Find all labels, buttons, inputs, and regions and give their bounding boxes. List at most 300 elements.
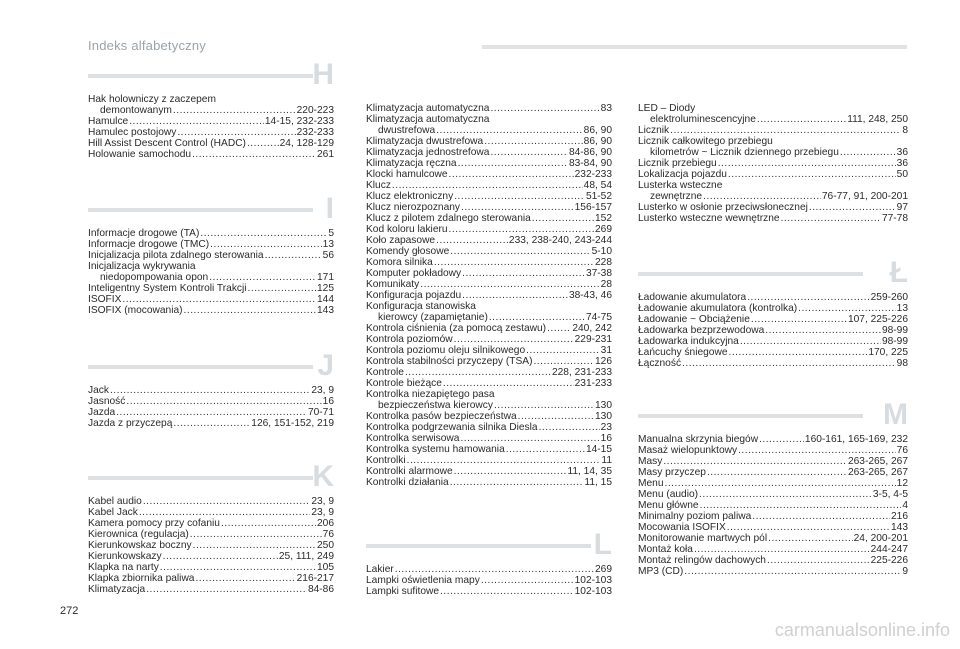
- entry-page-ref: 107, 225-226: [847, 314, 908, 325]
- entry-page-ref: 86, 90: [583, 136, 612, 147]
- entry-page-ref: 225-226: [870, 555, 908, 566]
- entry-topic: Kontrola stabilności przyczepy (TSA): [366, 356, 533, 367]
- entry-topic: Klimatyzacja automatyczna: [366, 103, 490, 114]
- section-letter: Ł: [889, 256, 908, 289]
- entry-page-ref: 126, 151-152, 219: [251, 418, 334, 429]
- index-entry: [366, 202, 612, 213]
- entry-page-ref: 259-260: [870, 292, 908, 303]
- index-entry: [366, 147, 612, 158]
- entry-topic: Ładowanie ~ Obciążenie: [638, 314, 750, 325]
- entry-page-ref: 130: [595, 411, 612, 422]
- dot-leader: [664, 478, 895, 489]
- index-entry: [366, 411, 612, 422]
- entry-page-ref: 14-15: [585, 444, 612, 455]
- entry-page-ref: 51-52: [585, 191, 612, 202]
- entry-page-ref: 233, 238-240, 243-244: [508, 235, 612, 246]
- entry-topic: Jazda z przyczepą: [88, 418, 173, 429]
- entry-topic: Kontrola poziomu oleju silnikowego: [366, 345, 526, 356]
- index-entry: [638, 358, 908, 369]
- entry-page-ref: 156-157: [574, 202, 612, 213]
- section-letter: I: [325, 192, 334, 225]
- dot-leader: [436, 125, 582, 136]
- dot-leader: [449, 224, 594, 235]
- index-entry: [366, 466, 612, 477]
- index-entry: [366, 312, 612, 323]
- entry-page-ref: 220-223: [296, 105, 334, 116]
- entry-topic: Inicjalizacja pilota zdalnego sterowania: [88, 250, 264, 261]
- section-j-heading: [88, 349, 334, 385]
- index-entry: [366, 356, 612, 367]
- entry-page-ref: 23, 9: [311, 507, 334, 518]
- entry-topic: Kontrolki działania: [366, 477, 449, 488]
- entry-topic: Łańcuchy śniegowe: [638, 347, 728, 358]
- entry-page-ref: 263-265, 267: [847, 456, 908, 467]
- dot-leader: [694, 544, 870, 555]
- index-entry: [88, 507, 334, 518]
- index-list: [366, 103, 612, 488]
- dot-leader: [143, 496, 311, 507]
- dot-leader: [490, 147, 567, 158]
- index-list: [638, 434, 908, 577]
- section-letter: H: [312, 58, 334, 91]
- entry-page-ref: 206: [317, 518, 334, 529]
- entry-page-ref: 83-84, 90: [568, 158, 612, 169]
- entry-topic: dwustrefowa: [378, 125, 436, 136]
- dot-leader: [738, 445, 896, 456]
- section-letter: L: [593, 528, 612, 561]
- index-entry: [366, 378, 612, 389]
- dot-leader: [436, 235, 508, 246]
- index-entry: [638, 169, 908, 180]
- entry-topic: Klimatyzacja ręczna: [366, 158, 457, 169]
- entry-topic: Klocki hamulcowe: [366, 169, 448, 180]
- entry-page-ref: 56: [322, 250, 334, 261]
- entry-topic: Konfiguracja pojazdu: [366, 290, 462, 301]
- index-entry: [638, 292, 908, 303]
- entry-page-ref: 76: [896, 445, 908, 456]
- entry-topic: Kontrolki: [366, 455, 406, 466]
- index-entry: [88, 305, 334, 316]
- entry-page-ref: 97: [896, 202, 908, 213]
- entry-topic: Ładowarka bezprzewodowa: [638, 325, 765, 336]
- entry-topic: Jack: [88, 385, 109, 396]
- index-entry: [88, 396, 334, 407]
- entry-topic: Inicjalizacja wykrywania: [88, 261, 196, 272]
- entry-page-ref: 24, 200-201: [853, 533, 908, 544]
- index-entry: [88, 261, 334, 272]
- index-entry: [88, 138, 334, 149]
- page-header-title: Indeks alfabetyczny: [88, 38, 206, 53]
- index-entry: [366, 455, 612, 466]
- entry-topic: Kierunkowskaz boczny: [88, 540, 192, 551]
- section-k-continued: [366, 103, 612, 488]
- index-entry: [638, 566, 908, 577]
- dot-leader: [129, 116, 264, 127]
- index-entry: [638, 511, 908, 522]
- entry-topic: Klimatyzacja jednostrefowa: [366, 147, 490, 158]
- section-divider: [638, 414, 863, 418]
- entry-topic: zewnętrzne: [650, 191, 703, 202]
- dot-leader: [221, 518, 316, 529]
- dot-leader: [126, 396, 321, 407]
- entry-page-ref: 38-43, 46: [568, 290, 612, 301]
- index-entry: [638, 202, 908, 213]
- entry-page-ref: 74-75: [585, 312, 612, 323]
- index-entry: [638, 456, 908, 467]
- entry-topic: Hamulec postojowy: [88, 127, 177, 138]
- entry-topic: Kontrola ciśnienia (za pomocą zestawu): [366, 323, 547, 334]
- dot-leader: [489, 312, 585, 323]
- entry-topic: Lakier: [366, 564, 394, 575]
- dot-leader: [526, 345, 600, 356]
- entry-topic: Lampki oświetlenia mapy: [366, 575, 480, 586]
- entry-topic: MP3 (CD): [638, 566, 684, 577]
- section-divider: [366, 544, 591, 548]
- entry-topic: kilometrów ~ Licznik dziennego przebiegu: [650, 147, 839, 158]
- index-entry: [366, 235, 612, 246]
- dot-leader: [462, 268, 585, 279]
- entry-topic: Łączność: [638, 358, 682, 369]
- dot-leader: [209, 272, 316, 283]
- index-entry: [366, 575, 612, 586]
- index-entry: [366, 444, 612, 455]
- index-entry: [366, 158, 612, 169]
- section-i-heading: [88, 192, 334, 228]
- dot-leader: [210, 239, 322, 250]
- dot-leader: [728, 347, 867, 358]
- entry-page-ref: 14-15, 232-233: [264, 116, 334, 127]
- index-entry: [638, 125, 908, 136]
- index-entry: [638, 136, 908, 147]
- index-entry: [366, 367, 612, 378]
- entry-page-ref: 11, 15: [584, 477, 612, 488]
- dot-leader: [190, 529, 322, 540]
- dot-leader: [160, 562, 316, 573]
- entry-topic: Lusterko wsteczne wewnętrzne: [638, 213, 780, 224]
- entry-topic: Kierunkowskazy: [88, 551, 162, 562]
- dot-leader: [146, 584, 307, 595]
- entry-topic: Komora silnika: [366, 257, 433, 268]
- index-entry: [88, 105, 334, 116]
- entry-page-ref: 231-233: [574, 378, 612, 389]
- dot-leader: [460, 433, 599, 444]
- section-j: [88, 349, 334, 429]
- section-letter: M: [883, 398, 908, 431]
- index-entry: [88, 407, 334, 418]
- entry-page-ref: 102-103: [574, 586, 612, 597]
- entry-page-ref: 232-233: [296, 127, 334, 138]
- index-entry: [366, 224, 612, 235]
- entry-topic: Lusterka wsteczne: [638, 180, 723, 191]
- index-entry: [638, 180, 908, 191]
- index-entry: [638, 303, 908, 314]
- dot-leader: [173, 105, 296, 116]
- dot-leader: [700, 500, 902, 511]
- index-entry: [88, 272, 334, 283]
- dot-leader: [781, 213, 881, 224]
- entry-topic: Menu: [638, 478, 664, 489]
- dot-leader: [434, 257, 594, 268]
- entry-page-ref: 86, 90: [583, 125, 612, 136]
- entry-topic: Koło zapasowe: [366, 235, 436, 246]
- section-divider: [88, 476, 313, 480]
- section-k: [88, 460, 334, 595]
- entry-topic: Licznik: [638, 125, 670, 136]
- index-entry: [638, 147, 908, 158]
- entry-page-ref: 28: [600, 279, 612, 290]
- index-entry: [88, 127, 334, 138]
- index-entry: [88, 239, 334, 250]
- section-divider: [88, 208, 313, 212]
- entry-page-ref: 24, 128-129: [279, 138, 334, 149]
- entry-page-ref: 263-265, 267: [847, 467, 908, 478]
- entry-page-ref: 31: [600, 345, 612, 356]
- index-entry: [88, 283, 334, 294]
- entry-topic: Klimatyzacja automatyczna: [366, 114, 490, 125]
- index-entry: [366, 477, 612, 488]
- entry-topic: Monitorowanie martwych pól: [638, 533, 768, 544]
- entry-topic: Licznik przebiegu: [638, 158, 717, 169]
- entry-topic: Ładowarka indukcyjna: [638, 336, 739, 347]
- index-list: [638, 292, 908, 369]
- entry-page-ref: 48, 54: [583, 180, 612, 191]
- section-l-stroke-heading: [638, 256, 908, 292]
- entry-page-ref: 144: [317, 294, 334, 305]
- entry-page-ref: 98-99: [881, 325, 908, 336]
- entry-topic: kierowcy (zapamiętanie): [378, 312, 488, 323]
- entry-page-ref: 11, 14, 35: [567, 466, 612, 477]
- index-entry: [88, 250, 334, 261]
- index-list: [366, 564, 612, 597]
- dot-leader: [682, 358, 896, 369]
- entry-topic: Masaż wielopunktowy: [638, 445, 738, 456]
- dot-leader: [461, 202, 574, 213]
- index-entry: [638, 544, 908, 555]
- index-entry: [638, 478, 908, 489]
- index-entry: [366, 103, 612, 114]
- dot-leader: [727, 522, 890, 533]
- dot-leader: [462, 290, 568, 301]
- entry-page-ref: 16: [322, 396, 334, 407]
- dot-leader: [532, 213, 594, 224]
- entry-topic: Kontrolka systemu hamowania: [366, 444, 505, 455]
- entry-topic: Klucz: [366, 180, 391, 191]
- index-entry: [366, 301, 612, 312]
- dot-leader: [494, 400, 594, 411]
- index-entry: [88, 518, 334, 529]
- dot-leader: [454, 466, 567, 477]
- entry-page-ref: 5-10: [591, 246, 612, 257]
- entry-page-ref: 216-217: [296, 573, 334, 584]
- index-entry: [638, 555, 908, 566]
- dot-leader: [450, 246, 590, 257]
- index-list: [88, 94, 334, 160]
- entry-page-ref: 70-71: [307, 407, 334, 418]
- dot-leader: [533, 356, 594, 367]
- entry-topic: Ładowanie akumulatora: [638, 292, 747, 303]
- entry-topic: Lokalizacja pojazdu: [638, 169, 727, 180]
- section-i: [88, 192, 334, 316]
- index-entry: [366, 334, 612, 345]
- dot-leader: [163, 551, 278, 562]
- dot-leader: [200, 228, 327, 239]
- entry-page-ref: 102-103: [574, 575, 612, 586]
- dot-leader: [449, 169, 574, 180]
- entry-page-ref: 50: [896, 169, 908, 180]
- index-entry: [638, 445, 908, 456]
- entry-page-ref: 76-77, 91, 200-201: [821, 191, 908, 202]
- entry-page-ref: 77-78: [881, 213, 908, 224]
- entry-topic: Komendy głosowe: [366, 246, 450, 257]
- index-entry: [638, 533, 908, 544]
- dot-leader: [809, 202, 896, 213]
- entry-topic: Lampki sufitowe: [366, 586, 440, 597]
- entry-page-ref: 12: [896, 478, 908, 489]
- entry-page-ref: 130: [595, 400, 612, 411]
- index-entry: [88, 149, 334, 160]
- entry-page-ref: 36: [896, 158, 908, 169]
- entry-topic: Klapka zbiornika paliwa: [88, 573, 195, 584]
- page-number: 272: [60, 605, 79, 617]
- entry-page-ref: 83: [600, 103, 612, 114]
- index-entry: [366, 268, 612, 279]
- dot-leader: [450, 477, 584, 488]
- index-entry: [638, 103, 908, 114]
- entry-page-ref: 240, 242: [572, 323, 612, 334]
- entry-page-ref: 152: [595, 213, 612, 224]
- entry-topic: Kontrole: [366, 367, 404, 378]
- index-entry: [366, 191, 612, 202]
- entry-page-ref: 25, 111, 249: [278, 551, 334, 562]
- dot-leader: [765, 325, 881, 336]
- index-entry: [366, 290, 612, 301]
- entry-topic: Masy: [638, 456, 663, 467]
- entry-topic: Klucz nierozpoznany: [366, 202, 461, 213]
- entry-topic: Lusterko w osłonie przeciwsłonecznej: [638, 202, 808, 213]
- index-entry: [366, 246, 612, 257]
- entry-page-ref: 216: [891, 511, 908, 522]
- dot-leader: [405, 367, 551, 378]
- dot-leader: [539, 422, 600, 433]
- dot-leader: [751, 314, 847, 325]
- dot-leader: [122, 294, 316, 305]
- index-entry: [88, 94, 334, 105]
- dot-leader: [440, 586, 574, 597]
- index-entry: [366, 180, 612, 191]
- entry-topic: Kontrola poziomów: [366, 334, 453, 345]
- index-entry: [88, 584, 334, 595]
- entry-page-ref: 23, 9: [311, 385, 334, 396]
- index-entry: [638, 325, 908, 336]
- entry-page-ref: 11: [601, 455, 612, 466]
- index-entry: [88, 294, 334, 305]
- header-divider: [482, 45, 907, 49]
- index-entry: [88, 496, 334, 507]
- entry-page-ref: 9: [902, 566, 908, 577]
- section-letter: K: [312, 460, 334, 493]
- entry-page-ref: 261: [317, 149, 334, 160]
- entry-topic: Licznik całkowitego przebiegu: [638, 136, 773, 147]
- entry-topic: Kamera pomocy przy cofaniu: [88, 518, 220, 529]
- dot-leader: [840, 147, 896, 158]
- entry-page-ref: 171: [317, 272, 334, 283]
- dot-leader: [248, 283, 316, 294]
- entry-topic: Kontrolka serwisowa: [366, 433, 460, 444]
- entry-topic: ISOFIX (mocowania): [88, 305, 183, 316]
- entry-topic: Hill Assist Descent Control (HADC): [88, 138, 246, 149]
- entry-page-ref: 160-161, 165-169, 232: [804, 434, 908, 445]
- dot-leader: [663, 456, 847, 467]
- section-l-heading: [366, 528, 612, 564]
- entry-page-ref: 105: [317, 562, 334, 573]
- entry-page-ref: 23: [600, 422, 612, 433]
- entry-topic: Jasność: [88, 396, 126, 407]
- entry-topic: Kabel Jack: [88, 507, 138, 518]
- entry-page-ref: 4: [902, 500, 908, 511]
- dot-leader: [195, 573, 295, 584]
- dot-leader: [718, 158, 896, 169]
- entry-topic: Kontrolka podgrzewania silnika Diesla: [366, 422, 538, 433]
- index-entry: [366, 114, 612, 125]
- index-entry: [366, 213, 612, 224]
- index-entry: [88, 540, 334, 551]
- entry-page-ref: 5: [328, 228, 334, 239]
- entry-page-ref: 84-86, 90: [568, 147, 612, 158]
- entry-page-ref: 228, 231-233: [551, 367, 612, 378]
- index-list: [638, 103, 908, 224]
- index-entry: [638, 467, 908, 478]
- entry-topic: Kod koloru lakieru: [366, 224, 448, 235]
- entry-topic: Informacje drogowe (TMC): [88, 239, 210, 250]
- entry-page-ref: 143: [891, 522, 908, 533]
- index-list: [88, 385, 334, 429]
- entry-page-ref: 269: [595, 224, 612, 235]
- entry-page-ref: 8: [902, 125, 908, 136]
- dot-leader: [454, 191, 585, 202]
- entry-topic: bezpieczeństwa kierowcy: [378, 400, 493, 411]
- entry-page-ref: 126: [595, 356, 612, 367]
- entry-topic: Kontrole bieżące: [366, 378, 442, 389]
- index-entry: [88, 562, 334, 573]
- dot-leader: [139, 507, 310, 518]
- entry-page-ref: 170, 225: [868, 347, 908, 358]
- entry-topic: Holowanie samochodu: [88, 149, 192, 160]
- entry-page-ref: 229-231: [574, 334, 612, 345]
- entry-topic: Komunikaty: [366, 279, 420, 290]
- dot-leader: [173, 418, 250, 429]
- section-m: [638, 398, 908, 577]
- index-entry: [88, 551, 334, 562]
- index-entry: [638, 213, 908, 224]
- entry-page-ref: 13: [322, 239, 334, 250]
- dot-leader: [392, 180, 583, 191]
- entry-topic: Klimatyzacja: [88, 584, 146, 595]
- entry-page-ref: 84-86: [307, 584, 334, 595]
- section-l-continued: [638, 103, 908, 224]
- entry-topic: Montaż relingów dachowych: [638, 555, 766, 566]
- dot-leader: [407, 455, 601, 466]
- index-entry: [638, 489, 908, 500]
- entry-page-ref: 36: [896, 147, 908, 158]
- index-entry: [638, 114, 908, 125]
- index-entry: [88, 228, 334, 239]
- entry-topic: Mocowania ISOFIX: [638, 522, 726, 533]
- dot-leader: [110, 385, 310, 396]
- index-entry: [638, 191, 908, 202]
- index-entry: [88, 529, 334, 540]
- section-h: [88, 58, 334, 160]
- dot-leader: [703, 191, 821, 202]
